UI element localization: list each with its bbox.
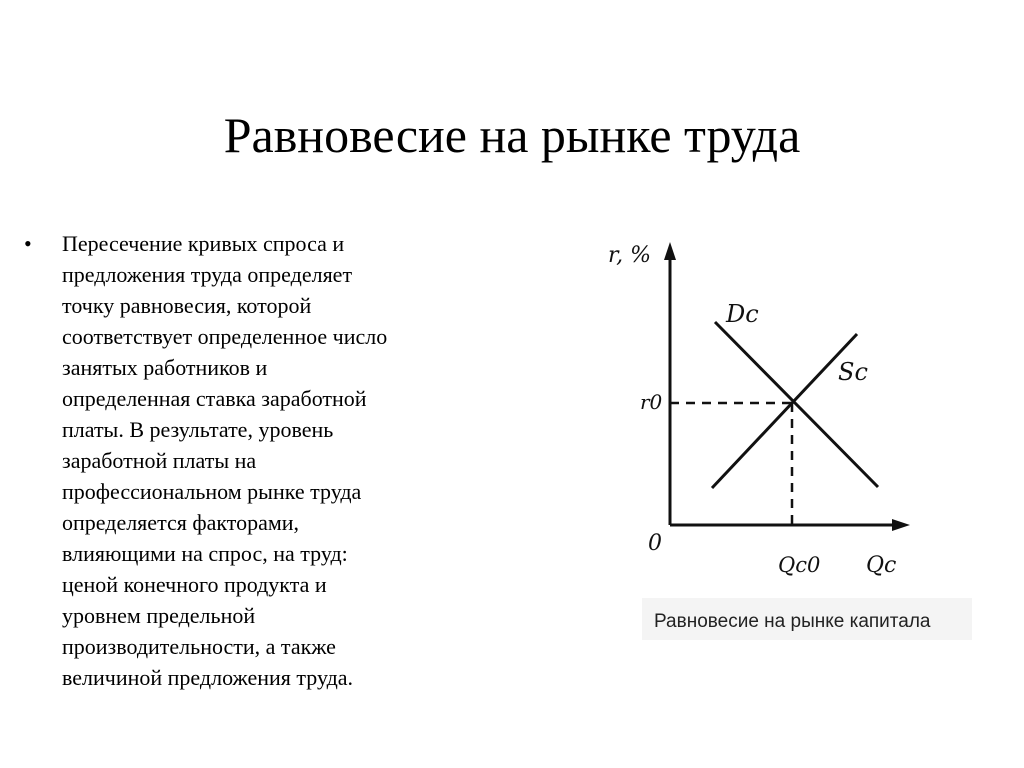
supply-curve: [712, 334, 857, 488]
equilibrium-rate-label: r0: [640, 390, 663, 414]
origin-label: 0: [648, 531, 662, 556]
slide-title: Равновесие на рынке труда: [223, 107, 801, 163]
y-axis-label: r, %: [608, 243, 651, 268]
bullet-line: соответствует определенное число: [62, 324, 388, 349]
equilibrium-quantity-label: Qc0: [778, 553, 821, 577]
bullet-line: точку равновесия, которой: [62, 293, 312, 318]
demand-curve-label: Dc: [726, 300, 759, 328]
demand-curve: [715, 322, 878, 487]
bullet-line: определяется факторами,: [62, 510, 300, 535]
bullet-line: определенная ставка заработной: [62, 386, 367, 411]
diagram-caption: Равновесие на рынке капитала: [654, 611, 931, 632]
bullet-text: [62, 228, 502, 693]
bullet-line: профессиональном рынке труда: [62, 479, 362, 504]
bullet-line: Пересечение кривых спроса и: [62, 231, 345, 256]
bullet-line: заработной платы на: [62, 448, 257, 473]
bullet-line: платы. В результате, уровень: [62, 417, 334, 442]
market-equilibrium-figure: [600, 200, 980, 650]
bullet-line: предложения труда определяет: [62, 262, 353, 287]
bullet-line: величиной предложения труда.: [62, 665, 354, 690]
x-axis-arrow-icon: [892, 519, 910, 531]
bullet-line: уровнем предельной: [62, 603, 256, 628]
bullet-line: ценой конечного продукта и: [62, 572, 327, 597]
bullet-marker: •: [24, 231, 32, 256]
equilibrium-diagram: [600, 200, 980, 650]
bullet-line: производительности, а также: [62, 634, 336, 659]
y-axis-arrow-icon: [664, 242, 676, 260]
supply-curve-label: Sc: [838, 358, 868, 386]
bullet-line: влияющими на спрос, на труд:: [62, 541, 348, 566]
bullet-line: занятых работников и: [62, 355, 268, 380]
x-axis-label: Qc: [866, 553, 897, 578]
